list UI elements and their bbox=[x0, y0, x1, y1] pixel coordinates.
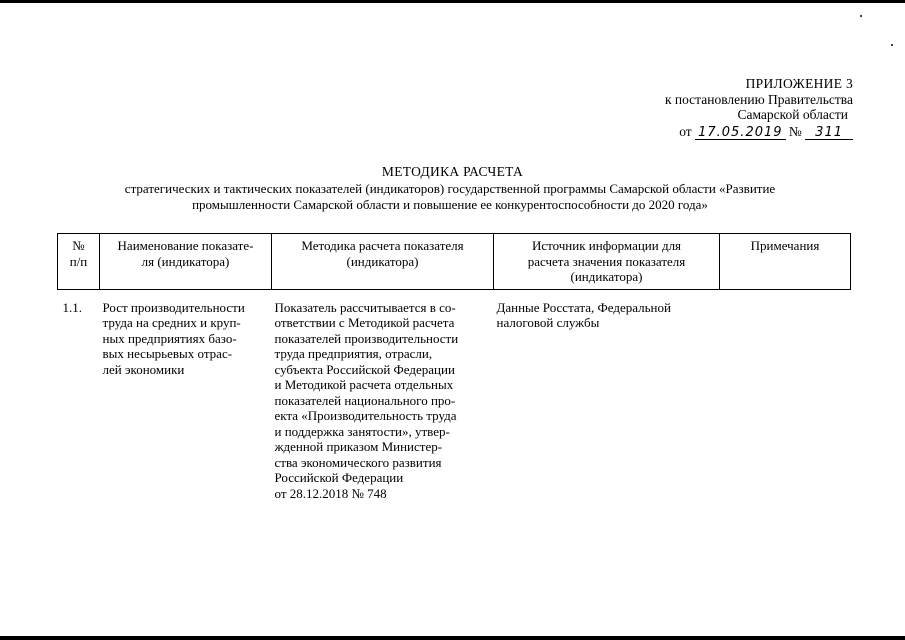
methodology-title: МЕТОДИКА РАСЧЕТА bbox=[381, 164, 524, 179]
methodology-subtitle bbox=[40, 181, 860, 212]
row-number: 1.1. bbox=[62, 299, 82, 315]
header-indicator-name: Наименование показате- ля (индикатора) bbox=[100, 234, 272, 290]
cell-text-line: ответствии с Методикой расчета bbox=[274, 315, 455, 330]
header-number: № п/п bbox=[58, 234, 100, 290]
table-row bbox=[58, 289, 851, 501]
cell-text-line: ства экономического развития bbox=[274, 454, 442, 470]
cell-text-line: и Методикой расчета отдельных bbox=[274, 377, 454, 392]
cell-text-line: и поддержка занятости», утвер- bbox=[274, 423, 450, 439]
row-notes bbox=[720, 289, 851, 501]
appendix-date-number-line bbox=[665, 124, 853, 140]
appendix-subtitle-1: к постановлению Правительства bbox=[664, 91, 853, 107]
methodology-subtitle-line: стратегических и тактических показателей (индикаторов) государственной программы Самарской области «Развитие bbox=[124, 181, 776, 196]
cell-text-line: налоговой службы bbox=[496, 315, 600, 330]
cell-text-line: вых несырьевых отрас- bbox=[102, 346, 233, 361]
scan-speck bbox=[891, 44, 893, 46]
cell-text-line: екта «Производительность труда bbox=[274, 408, 457, 423]
cell-text-line: Российской Федерации bbox=[274, 470, 404, 485]
handwritten-date: 17.05.2019 bbox=[695, 126, 785, 140]
cell-text-line: труда предприятия, отрасли, bbox=[274, 346, 433, 361]
number-prefix: № bbox=[788, 123, 802, 139]
cell-text-line: от 28.12.2018 № 748 bbox=[274, 485, 387, 501]
top-scan-border bbox=[0, 0, 905, 3]
indicators-table bbox=[57, 233, 851, 501]
cell-text-line: Рост производительности bbox=[102, 299, 245, 315]
row-calculation-method bbox=[272, 289, 494, 501]
date-prefix: от bbox=[679, 123, 692, 139]
cell-text-line: труда на средних и круп- bbox=[102, 315, 241, 330]
handwritten-number: 311 bbox=[805, 126, 853, 140]
appendix-subtitle-2: Самарской области bbox=[737, 107, 848, 122]
row-indicator-name bbox=[100, 289, 272, 501]
bottom-scan-border bbox=[0, 636, 905, 640]
header-data-source: Источник информации для расчета значения показателя (индикатора) bbox=[494, 234, 720, 290]
scan-speck bbox=[860, 15, 862, 17]
appendix-block bbox=[665, 76, 853, 140]
methodology-subtitle-line: промышленности Самарской области и повышение ее конкурентоспособности до 2020 года» bbox=[192, 196, 708, 212]
cell-text-line: лей экономики bbox=[102, 361, 185, 377]
cell-text-line: субъекта Российской Федерации bbox=[274, 361, 455, 377]
header-notes: Примечания bbox=[720, 234, 851, 290]
cell-text-line: Данные Росстата, Федеральной bbox=[496, 299, 671, 315]
appendix-title: ПРИЛОЖЕНИЕ 3 bbox=[745, 76, 853, 91]
header-calculation-method: Методика расчета показателя (индикатора) bbox=[272, 234, 494, 290]
cell-text-line: жденной приказом Министер- bbox=[274, 439, 443, 454]
cell-text-line: показателей национального про- bbox=[274, 392, 456, 408]
table-header-row bbox=[58, 234, 851, 290]
cell-text-line: ных предприятиях базо- bbox=[102, 330, 237, 346]
row-data-source bbox=[494, 289, 720, 501]
cell-text-line: Показатель рассчитывается в со- bbox=[274, 299, 456, 315]
cell-text-line: показателей производительности bbox=[274, 330, 459, 346]
